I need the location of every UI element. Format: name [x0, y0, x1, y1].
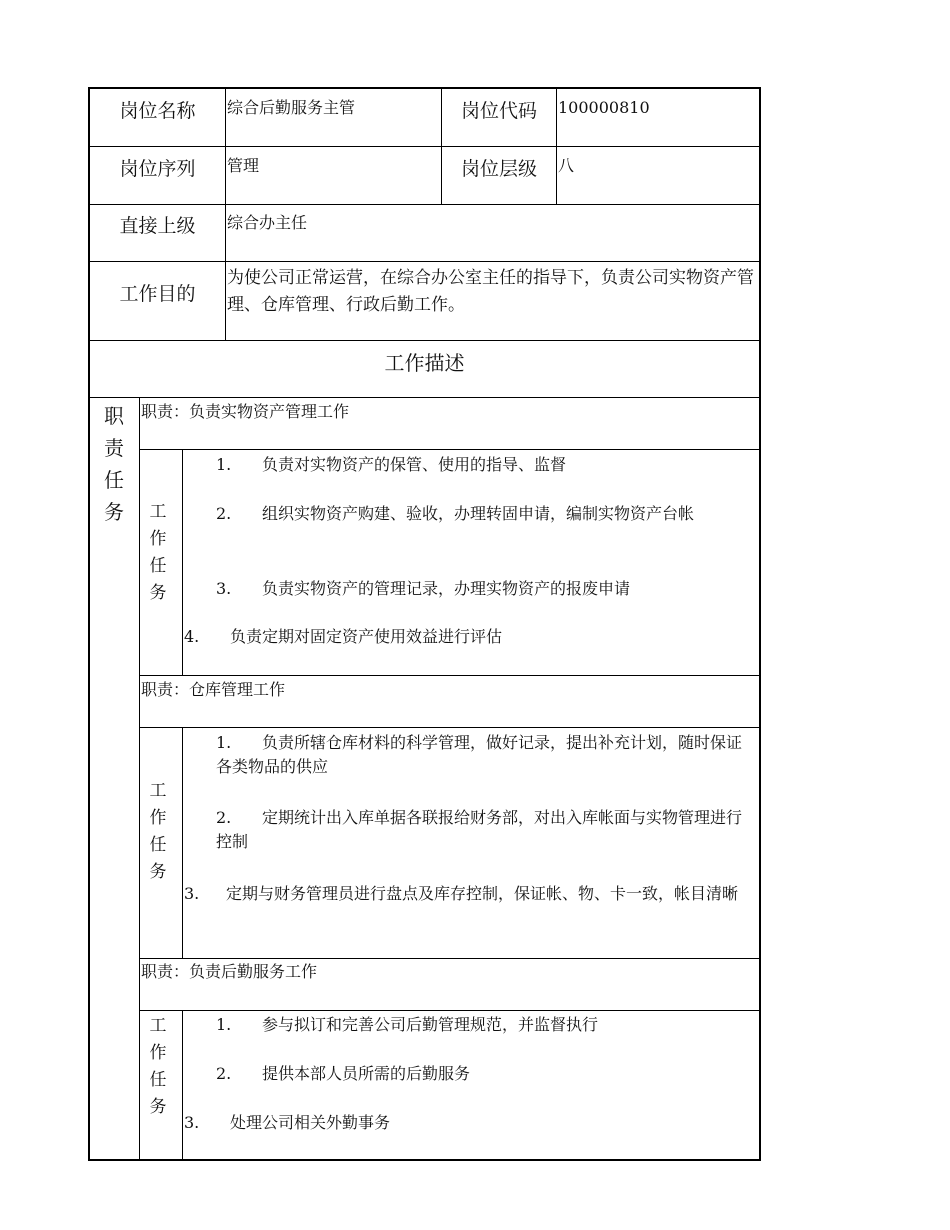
- position-level-label: 岗位层级: [460, 158, 537, 180]
- task-label: 工作任务: [149, 1016, 167, 1117]
- position-level-value: 八: [558, 156, 575, 175]
- duty-title: 职责：负责实物资产管理工作: [141, 402, 350, 421]
- task-item: 2. 定期统计出入库单据各联报给财务部，对出入库帐面与实物管理进行控制: [216, 808, 743, 851]
- goal-label: 工作目的: [119, 283, 196, 305]
- task-item: 3. 处理公司相关外勤事务: [184, 1113, 391, 1132]
- task-label: 工作任务: [149, 781, 167, 882]
- position-code-label: 岗位代码: [460, 100, 537, 122]
- position-code-value: 100000810: [558, 98, 650, 117]
- duties-label: 职责任务: [104, 404, 124, 524]
- supervisor-value: 综合办主任: [227, 213, 308, 232]
- supervisor-label: 直接上级: [119, 215, 196, 237]
- task-item: 1. 负责对实物资产的保管、使用的指导、监督: [216, 455, 567, 474]
- description-title: 工作描述: [384, 351, 465, 375]
- position-sequence-value: 管理: [227, 156, 260, 175]
- task-item: 1. 参与拟订和完善公司后勤管理规范，并监督执行: [216, 1015, 599, 1034]
- task-item: 2. 提供本部人员所需的后勤服务: [216, 1064, 471, 1083]
- task-item: 4. 负责定期对固定资产使用效益进行评估: [184, 627, 503, 646]
- task-label: 工作任务: [149, 502, 167, 603]
- position-sequence-label: 岗位序列: [119, 158, 196, 180]
- duty-title: 职责：负责后勤服务工作: [141, 962, 318, 981]
- position-name-label: 岗位名称: [119, 100, 196, 122]
- task-item: 2. 组织实物资产购建、验收，办理转固申请，编制实物资产台帐: [216, 504, 695, 523]
- task-item: 3. 定期与财务管理员进行盘点及库存控制，保证帐、物、卡一致，帐目清晰: [184, 884, 739, 903]
- duty-title: 职责：仓库管理工作: [141, 680, 286, 699]
- task-item: 3. 负责实物资产的管理记录，办理实物资产的报废申请: [216, 579, 631, 598]
- position-name-value: 综合后勤服务主管: [227, 98, 356, 117]
- task-item: 1. 负责所辖仓库材料的科学管理，做好记录，提出补充计划，随时保证各类物品的供应: [216, 733, 743, 776]
- goal-value: 为使公司正常运营，在综合办公室主任的指导下，负责公司实物资产管理、仓库管理、行政后勤工作。: [227, 268, 754, 315]
